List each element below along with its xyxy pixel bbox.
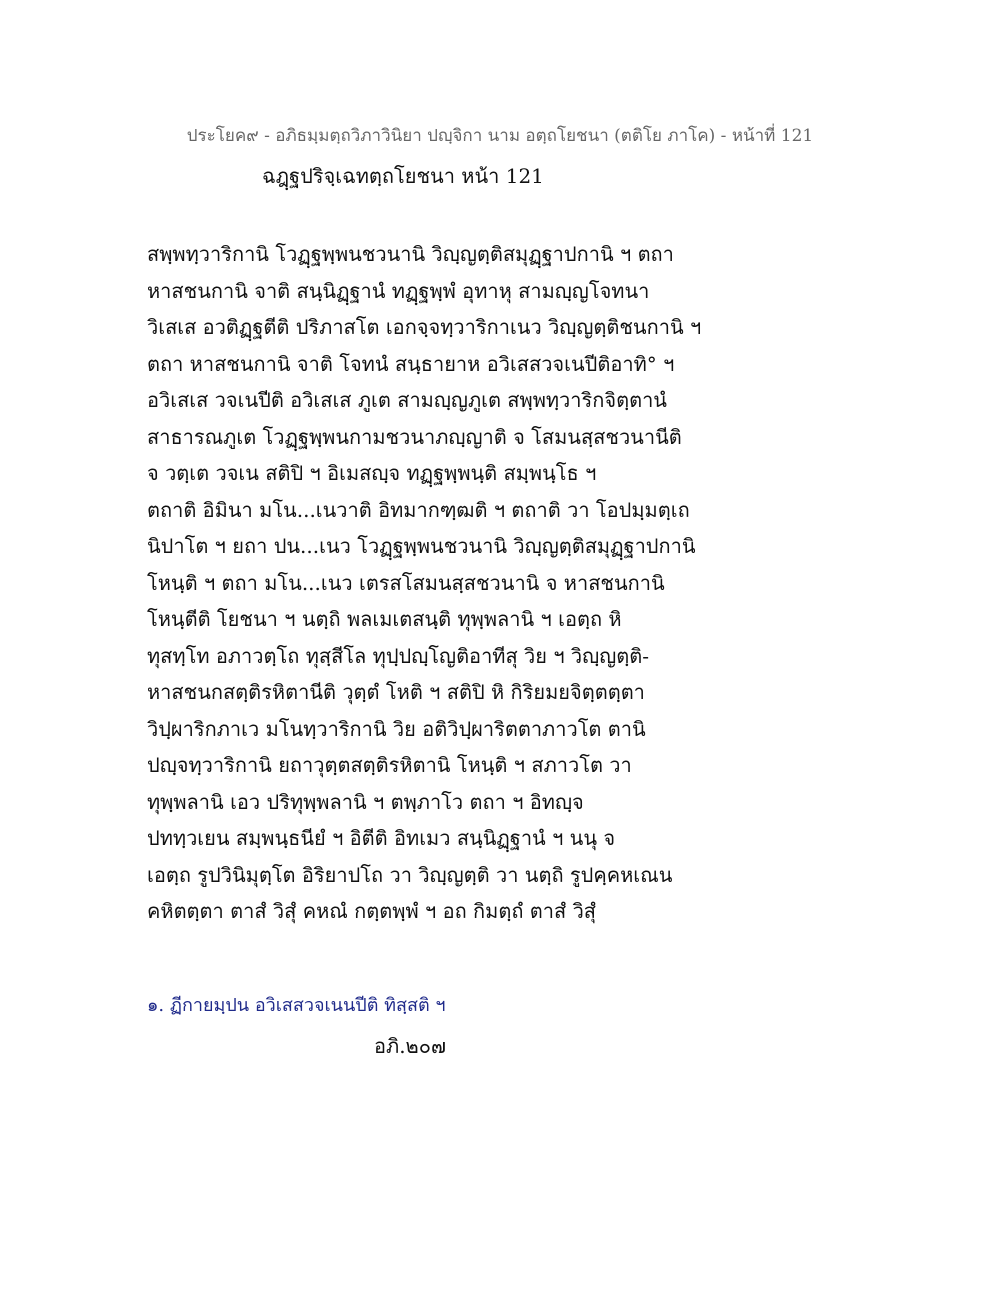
text-line: โหนฺตีติ โยชนา ฯ นตฺถิ พลเมเตสนฺติ ทุพฺพลานิ ฯ เอตฺถ หิ — [147, 607, 622, 631]
text-line: หาสชนกานิ จาติ สนฺนิฏฺฐานํ ทฏฺฐพฺพํ อุทาหุ สามญฺญโจทนา — [147, 278, 650, 303]
text-line: วิปฺผาริกภาเว มโนทฺวาริกานิ วิย อติวิปฺผาริตตาภาวโต ตานิ — [147, 716, 646, 741]
text-line: เอตฺถ รูปวินิมุตฺโต อิริยาปโถ วา วิญฺญตฺติ วา นตฺถิ รูปคฺคหเณน — [147, 862, 673, 887]
text-line: ปญฺจทฺวาริกานิ ยถาวุตฺตสตฺติรหิตานิ โหนฺติ ฯ สภาวโต วา — [147, 753, 632, 777]
text-line: สพฺพทฺวาริกานิ โวฏฺฐพฺพนชวนานิ วิญฺญตฺติสมุฏฺฐาปกานิ ฯ ตถา — [147, 242, 674, 266]
text-line: ตถา หาสชนกานิ จาติ โจทนํ สนฺธายาห อวิเสสวจเนปีติอาทิ° ฯ — [147, 351, 675, 376]
text-line: นิปาโต ฯ ยถา ปน...เนว โวฏฺฐพฺพนชวนานิ วิญฺญตฺติสมุฏฺฐาปกานิ — [147, 534, 696, 558]
text-line: ปททฺวเยน สมฺพนฺธนียํ ฯ อิตีติ อิทเมว สนฺนิฏฺฐานํ ฯ นนุ จ — [147, 826, 616, 850]
text-line: วิเสเส อวติฏฺฐตีติ ปริภาสโต เอกจฺจทฺวาริกาเนว วิญฺญตฺติชนกานิ ฯ — [147, 315, 702, 339]
section-title: ฉฎฺฐปริจฺเฉทตฺถโยชนา หน้า 121 — [262, 164, 544, 188]
text-line: ทุสทฺโท อภาวตฺโถ ทุสฺสีโล ทุปฺปญฺโญติอาทีสุ วิย ฯ วิญฺญตฺติ- — [147, 643, 649, 668]
page-reference: อภิ.๒๐๗ — [374, 1034, 446, 1058]
body-text — [147, 236, 867, 930]
text-line: ตถาติ อิมินา มโน...เนวาติ อิทมากฑฺฒติ ฯ ตถาติ วา โอปมฺมตฺเถ — [147, 497, 690, 522]
text-line: คหิตตฺตา ตาสํ วิสุํ คหณํ กตฺตพฺพํ ฯ อถ กิมตฺถํ ตาสํ วิสุํ — [147, 899, 597, 923]
text-line: โหนฺติ ฯ ตถา มโน...เนว เตรสโสมนสฺสชวนานิ จ หาสชนกานิ — [147, 570, 665, 595]
footnote: ๑. ฏีกายมฺปน อวิเสสวจเนนปีติ ทิสฺสติ ฯ — [147, 995, 446, 1016]
text-line: จ วตฺเต วจเน สติปิ ฯ อิเมสญฺจ ทฏฺฐพฺพนฺติ สมฺพนฺโธ ฯ — [147, 461, 597, 485]
running-header: ประโยค๙ - อภิธมฺมตฺถวิภาวินิยา ปญฺจิกา นาม อตฺถโยชนา (ตติโย ภาโค) - หน้าที่ 121 — [186, 126, 814, 146]
text-line: หาสชนกสตฺติรหิตานีติ วุตฺตํ โหติ ฯ สติปิ หิ กิริยมยจิตฺตตฺตา — [147, 680, 645, 704]
text-line: ทุพฺพลานิ เอว ปริทุพฺพลานิ ฯ ตพฺภาโว ตถา ฯ อิทญฺจ — [147, 789, 584, 814]
text-line: สาธารณภูเต โวฏฺฐพฺพนกามชวนาภญฺญาติ จ โสมนสฺสชวนานีติ — [147, 424, 682, 449]
text-line: อวิเสเส วจเนปีติ อวิเสเส ภูเต สามญฺญภูเต สพฺพทฺวาริกจิตฺตานํ — [147, 388, 667, 412]
